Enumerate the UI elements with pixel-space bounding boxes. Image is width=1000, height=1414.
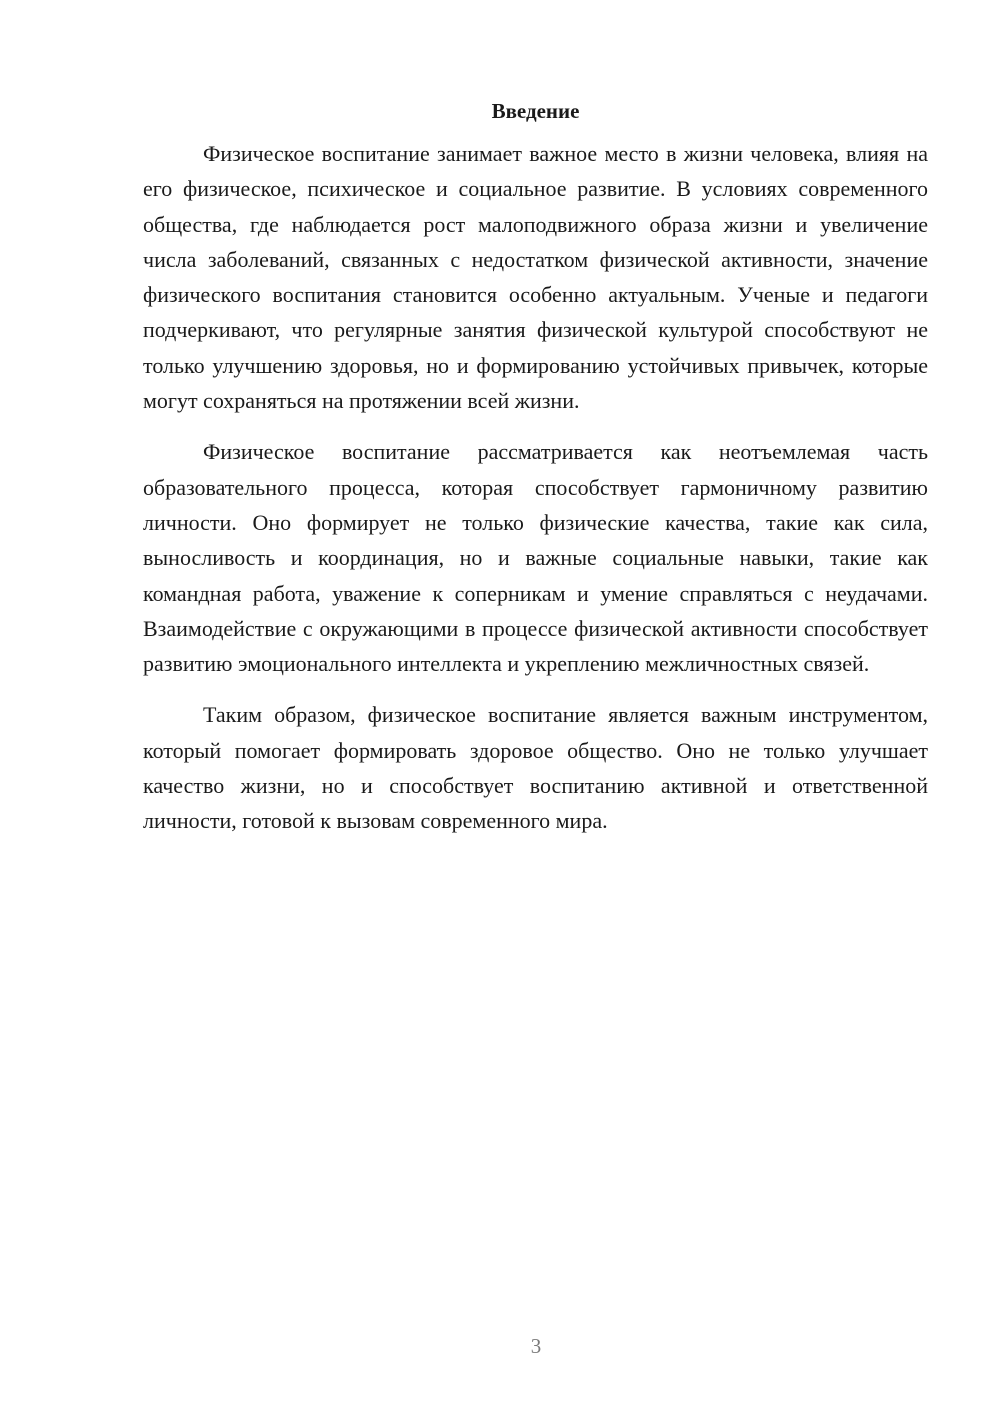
page-number: 3 [530, 1334, 542, 1358]
paragraph-3: Таким образом, физическое воспитание является важным инструментом, который помогает формировать здоровое общество. Оно не только улучшает качество жизни, но и способствует воспитанию активной и ответственной личности, готовой к вызовам современного мира. [143, 702, 928, 834]
page-content [143, 96, 928, 855]
paragraph-2: Физическое воспитание рассматривается как неотъемлемая часть образовательного процесса, которая способствует гармоничному развитию личности. Оно формирует не только физические качества, такие как сила, выносливость и координация, но и важные социальные навыки, такие как командная работа, уважение к соперникам и умение справляться с неудачами. Взаимодействие с окружающими в процессе физической активности способствует развитию эмоционального интеллекта и укреплению межличностных связей. [143, 439, 928, 677]
section-heading: Введение [491, 99, 580, 123]
paragraph-1: Физическое воспитание занимает важное место в жизни человека, влияя на его физическое, психическое и социальное развитие. В условиях современного общества, где наблюдается рост малоподвижного образа жизни и увеличение числа заболеваний, связанных с недостатком физической активности, значение физического воспитания становится особенно актуальным. Ученые и педагоги подчеркивают, что регулярные занятия физической культурой способствуют не только улучшению здоровья, но и формированию устойчивых привычек, которые могут сохраняться на протяжении всей жизни. [143, 141, 928, 414]
